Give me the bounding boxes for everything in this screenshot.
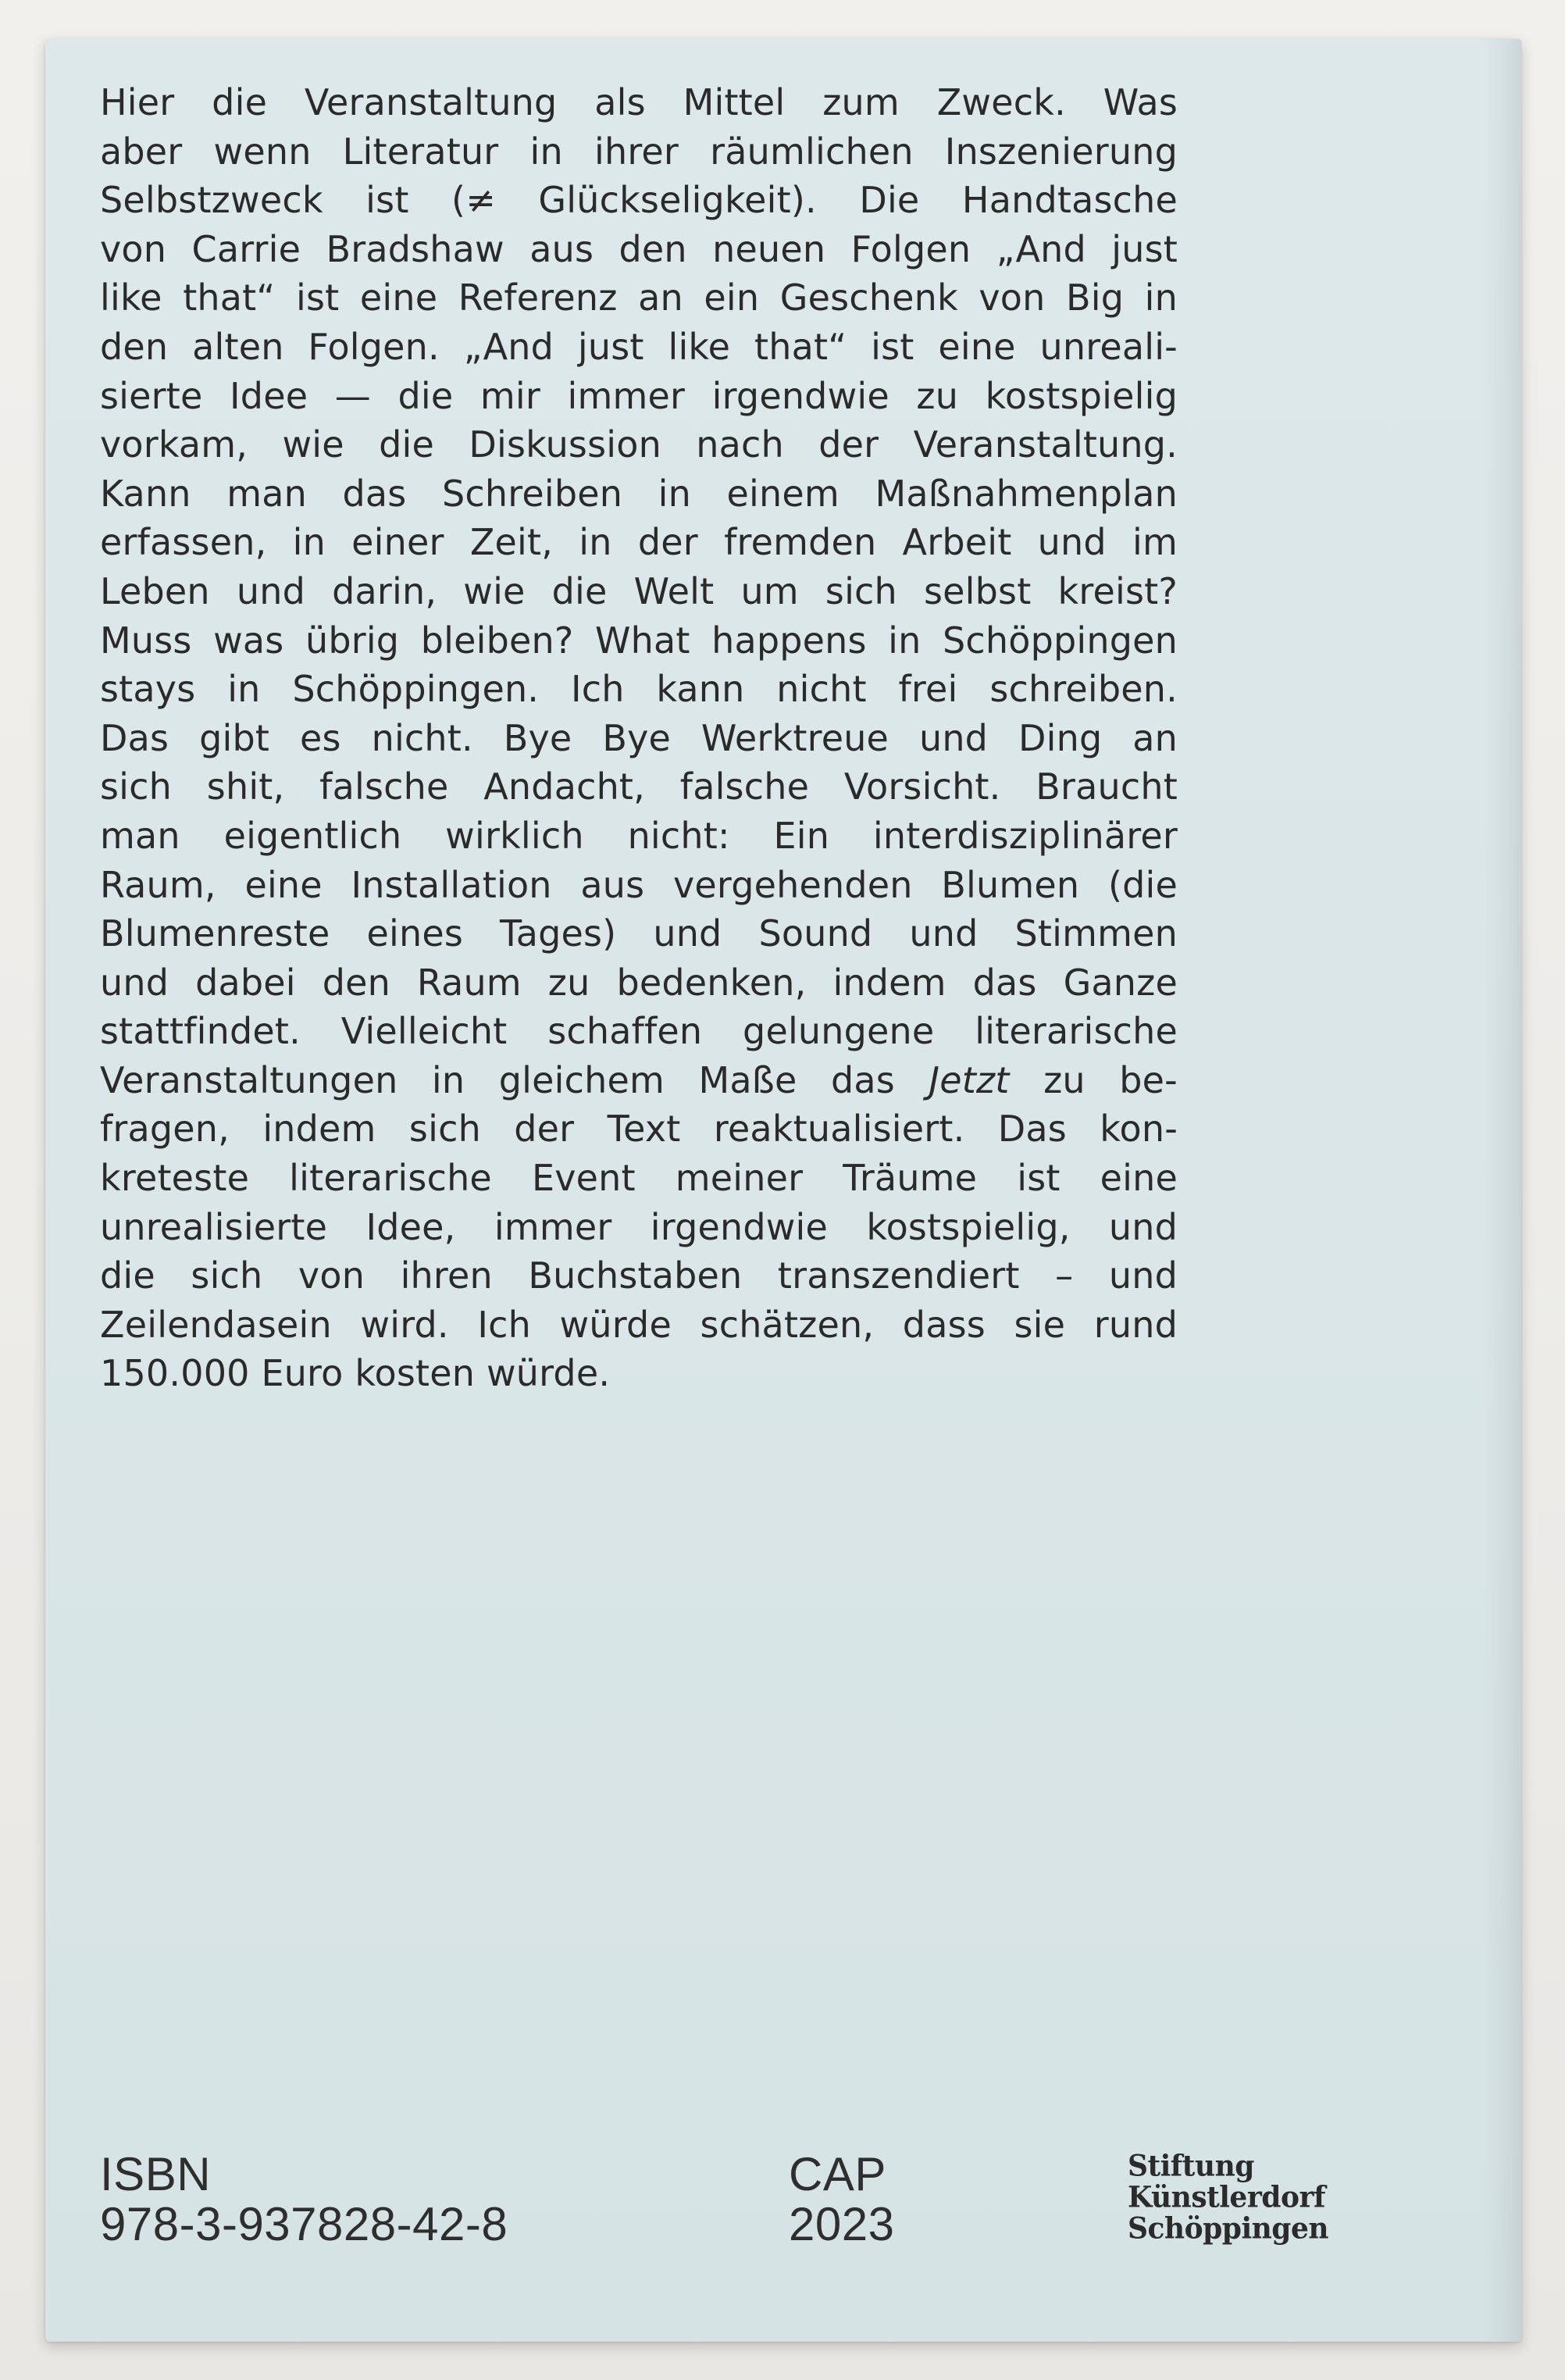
text-line: und dabei den Raum zu bedenken, indem das Ganze xyxy=(100,961,1178,1004)
text-line: man eigentlich wirklich nicht: Ein interdisziplinärer xyxy=(100,814,1178,857)
text-line: fragen, indem sich der Text reaktualisiert. Das kon- xyxy=(100,1108,1178,1151)
isbn-number: 978-3-937828-42-8 xyxy=(100,2198,508,2250)
text-line: unrealisierte Idee, immer irgendwie kostspielig, und xyxy=(100,1205,1178,1248)
text-line: aber wenn Literatur in ihrer räumlichen Inszenierung xyxy=(100,130,1178,173)
cap-block xyxy=(789,2150,894,2250)
text-line: Das gibt es nicht. Bye Bye Werktreue und Ding an xyxy=(100,716,1178,759)
isbn-block xyxy=(100,2150,508,2250)
text-line: stattfindet. Vielleicht schaffen gelungene literarische xyxy=(100,1010,1178,1053)
text-segment: zu be- xyxy=(1043,1058,1178,1101)
text-line: Muss was übrig bleiben? What happens in Schöppingen xyxy=(100,619,1178,662)
text-line: Raum, eine Installation aus vergehenden Blumen (die xyxy=(100,863,1178,906)
isbn-label: ISBN xyxy=(100,2148,212,2200)
text-segment: Veranstaltungen in gleichem Maße das xyxy=(100,1058,895,1101)
publisher-logo xyxy=(1128,2150,1328,2244)
logo-line: Schöppingen xyxy=(1128,2211,1329,2246)
text-line: kreteste literarische Event meiner Träume ist eine xyxy=(100,1157,1178,1200)
cap-year: 2023 xyxy=(789,2198,895,2250)
text-line: Zeilendasein wird. Ich würde schätzen, dass sie rund xyxy=(100,1303,1178,1346)
text-line: like that“ ist eine Referenz an ein Geschenk von Big in xyxy=(100,277,1178,319)
cap-label: CAP xyxy=(789,2148,886,2200)
text-line: Selbstzweck ist (≠ Glückseligkeit). Die Handtasche xyxy=(100,179,1178,222)
logo-line: Künstlerdorf xyxy=(1128,2179,1325,2214)
italic-word: Jetzt xyxy=(929,1058,1010,1101)
text-line: vorkam, wie die Diskussion nach der Veranstaltung. xyxy=(100,423,1178,466)
text-line: den alten Folgen. „And just like that“ ist eine unreali- xyxy=(100,325,1178,368)
text-line: 150.000 Euro kosten würde. xyxy=(100,1352,611,1395)
text-line: die sich von ihren Buchstaben transzendiert – und xyxy=(100,1254,1178,1297)
text-line-with-italic xyxy=(100,1056,1178,1105)
text-line: von Carrie Bradshaw aus den neuen Folgen „And just xyxy=(100,227,1178,270)
text-line: erfassen, in einer Zeit, in der fremden Arbeit und im xyxy=(100,521,1178,564)
text-line: Blumenreste eines Tages) und Sound und Stimmen xyxy=(100,912,1178,955)
blurb-text xyxy=(100,78,1178,1398)
logo-line: Stiftung xyxy=(1128,2148,1254,2183)
text-line: Kann man das Schreiben in einem Maßnahmenplan xyxy=(100,472,1178,515)
page-edge xyxy=(1482,39,1521,2342)
text-line: sich shit, falsche Andacht, falsche Vorsicht. Braucht xyxy=(100,765,1178,808)
text-line: sierte Idee — die mir immer irgendwie zu kostspielig xyxy=(100,374,1178,417)
text-line: Hier die Veranstaltung als Mittel zum Zweck. Was xyxy=(100,81,1178,123)
text-line: Leben und darin, wie die Welt um sich selbst kreist? xyxy=(100,569,1178,612)
text-line: stays in Schöppingen. Ich kann nicht frei schreiben. xyxy=(100,668,1178,711)
